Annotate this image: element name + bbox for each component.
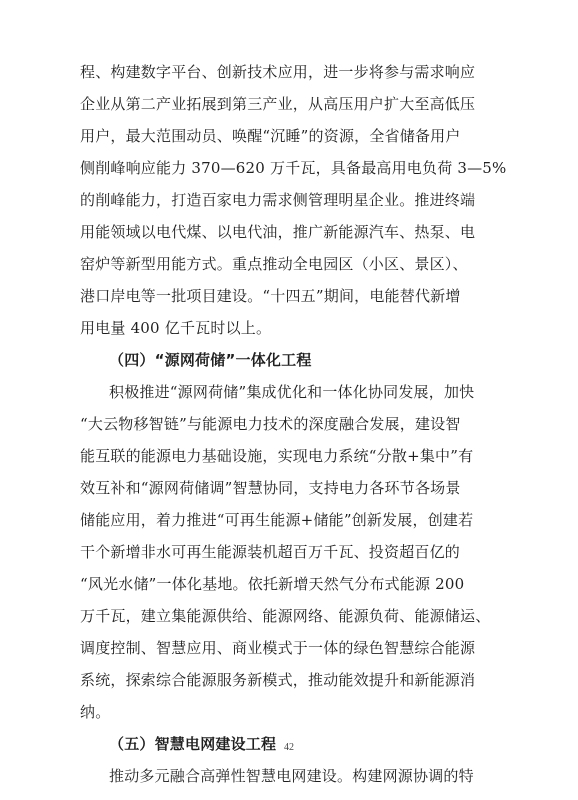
text-line: “大云物移智链”与能源电力技术的深度融合发展，建设智 [80,415,461,433]
text-line: “风光水储”一体化基地。依托新增天然气分布式能源 200 [80,575,465,593]
text-line: 储能应用，着力推进“可再生能源+储能”创新发展，创建若 [80,511,474,529]
text-line: 用户，最大范围动员、唤醒“沉睡”的资源，全省储备用户 [80,127,461,145]
text-line: 窑炉等新型用能方式。重点推动全电园区（小区、景区）、 [80,255,468,273]
text-line: 能互联的能源电力基础设施，实现电力系统“分散+集中”有 [80,447,474,465]
text-line: 港口岸电等一批项目建设。“十四五”期间，电能替代新增 [80,287,461,305]
text-line: 用电量 400 亿千瓦时以上。 [80,319,272,337]
paragraph-first-line: 推动多元融合高弹性智慧电网建设。构建网源协调的特 [109,767,474,785]
section-heading-5: （五）智慧电网建设工程 [109,735,277,753]
body-text [80,56,507,792]
text-line: 用能领域以电代煤、以电代油，推广新能源汽车、热泵、电 [80,223,476,241]
page-number: 42 [284,742,294,753]
section-heading-4: （四）“源网荷储”一体化工程 [109,351,312,369]
text-line: 的削峰能力，打造百家电力需求侧管理明星企业。推进终端 [80,191,476,209]
text-line: 纳。 [80,703,111,721]
text-line: 效互补和“源网荷储调”智慧协同，支持电力各环节各场景 [80,479,461,497]
text-line: 程、构建数字平台、创新技术应用，进一步将参与需求响应 [80,63,476,81]
text-line: 调度控制、智慧应用、商业模式于一体的绿色智慧综合能源 [80,639,476,657]
text-line: 系统，探索综合能源服务新模式，推动能效提升和新能源消 [80,671,476,689]
text-line: 侧削峰响应能力 370—620 万千瓦，具备最高用电负荷 3—5% [80,159,507,177]
paragraph-first-line: 积极推进“源网荷储”集成优化和一体化协同发展，加快 [109,383,475,401]
text-line: 万千瓦，建立集能源供给、能源网络、能源负荷、能源储运、 [80,607,491,625]
text-line: 企业从第二产业拓展到第三产业，从高压用户扩大至高低压 [80,95,476,113]
text-line: 干个新增非水可再生能源装机超百万千瓦、投资超百亿的 [80,543,461,561]
